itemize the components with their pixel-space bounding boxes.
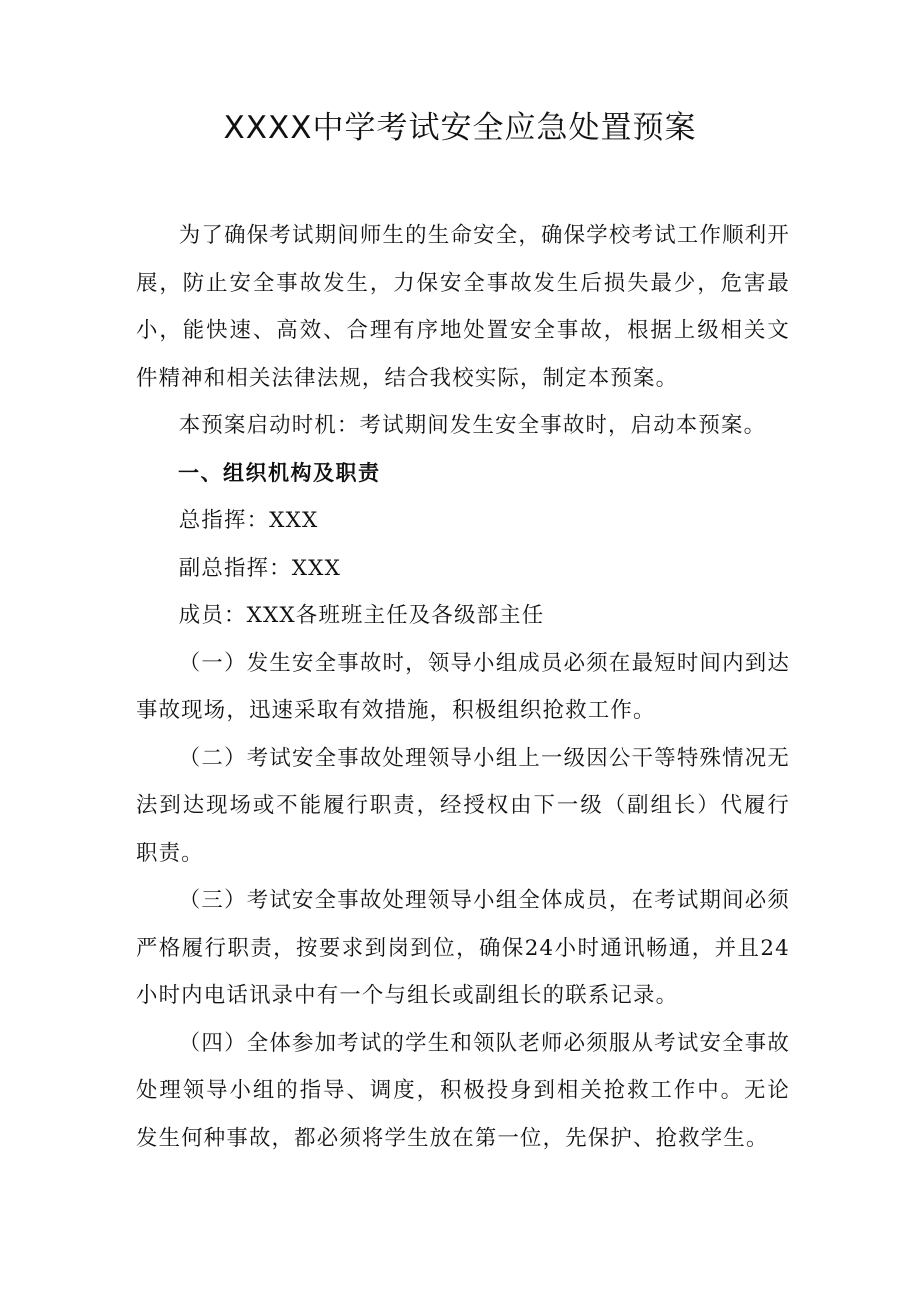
document-body <box>136 212 790 1162</box>
commander-line: 总指挥：XXX <box>178 508 319 533</box>
deputy-commander-line: 副总指挥：XXX <box>178 555 342 581</box>
responsibility-item-1: （一）发生安全事故时，领导小组成员必须在最短时间内到达事故现场，迅速采取有效措施，积极组织抢救工作。 <box>136 650 790 723</box>
trigger-paragraph: 本预案启动时机：考试期间发生安全事故时，启动本预案。 <box>178 413 767 438</box>
document-title: XXXX中学考试安全应急处置预案 <box>223 110 697 146</box>
responsibility-item-2: （二）考试安全事故处理领导小组上一级因公干等特殊情况无法到达现场或不能履行职责，经授权由下一级（副组长）代履行职责。 <box>136 745 790 866</box>
responsibility-item-3: （三）考试安全事故处理领导小组全体成员，在考试期间必须严格履行职责，按要求到岗到位，确保24小时通讯畅通，并且24小时内电话讯录中有一个与组长或副组长的联系记录。 <box>136 888 790 1008</box>
members-line: 成员：XXX各班班主任及各级部主任 <box>178 603 545 628</box>
section-heading-organization: 一、组织机构及职责 <box>178 460 381 485</box>
intro-paragraph: 为了确保考试期间师生的生命安全，确保学校考试工作顺利开展，防止安全事故发生，力保安全事故发生后损失最少，危害最小，能快速、高效、合理有序地处置安全事故，根据上级相关文件精神和相关法律法规，结合我校实际，制定本预案。 <box>136 223 790 391</box>
responsibility-item-4: （四）全体参加考试的学生和领队老师必须服从考试安全事故处理领导小组的指导、调度，积极投身到相关抢救工作中。无论发生何种事故，都必须将学生放在第一位，先保护、抢救学生。 <box>136 1030 790 1151</box>
